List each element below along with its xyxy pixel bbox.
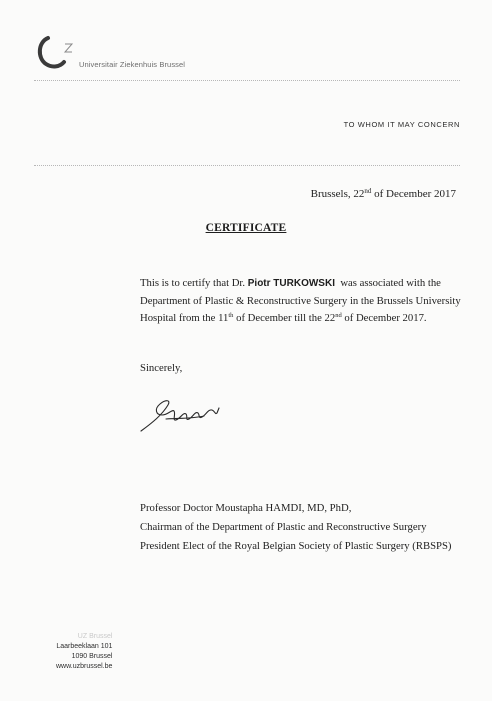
date-prefix: Brussels, 22 [310, 188, 365, 200]
header-divider [34, 80, 460, 81]
body-line-1 [140, 275, 460, 293]
footer-city: 1090 Brussel [71, 653, 113, 660]
footer-street: Laarbeeklaan 101 [56, 643, 113, 650]
body-text-part: was associated with the [334, 277, 441, 289]
date-ordinal: nd [364, 187, 372, 195]
body-text-part: of December till the 22 [233, 312, 336, 324]
addressee-line: TO WHOM IT MAY CONCERN [343, 120, 460, 129]
signatory-name: Professor Doctor Moustapha HAMDI, MD, PhD, [140, 502, 352, 514]
footer-org: UZ Brussel [77, 633, 113, 640]
signatory-role-chairman: Chairman of the Department of Plastic and Reconstructive Surgery [140, 521, 427, 533]
footer-website: www.uzbrussel.be [56, 663, 113, 670]
body-text-part: of December 2017. [341, 312, 427, 324]
footer-address [56, 632, 112, 672]
date-rest: of December 2017 [371, 188, 456, 200]
signatory-role-president: President Elect of the Royal Belgian Society of Plastic Surgery (RBSPS) [140, 540, 452, 552]
ordinal: th [228, 312, 234, 319]
closing: Sincerely, [140, 362, 183, 374]
date-line [311, 188, 456, 200]
signatory-block [140, 499, 452, 556]
certificate-body [140, 275, 460, 328]
body-text-part: Hospital from the 11 [140, 312, 229, 324]
handwritten-signature-icon [138, 395, 224, 435]
organization-name: Universitair Ziekenhuis Brussel [79, 60, 186, 69]
addressee-divider [34, 165, 460, 166]
body-line-2: Department of Plastic & Reconstructive Surgery in the Brussels University [140, 294, 461, 307]
certificate-title: CERTIFICATE [205, 222, 287, 234]
ordinal: nd [335, 312, 342, 319]
doctor-name: Piotr TURKOWSKI [247, 278, 335, 289]
uz-brussel-logo-icon [34, 34, 74, 72]
body-text-part: This is to certify that Dr. [140, 277, 248, 289]
body-line-3 [140, 310, 460, 328]
